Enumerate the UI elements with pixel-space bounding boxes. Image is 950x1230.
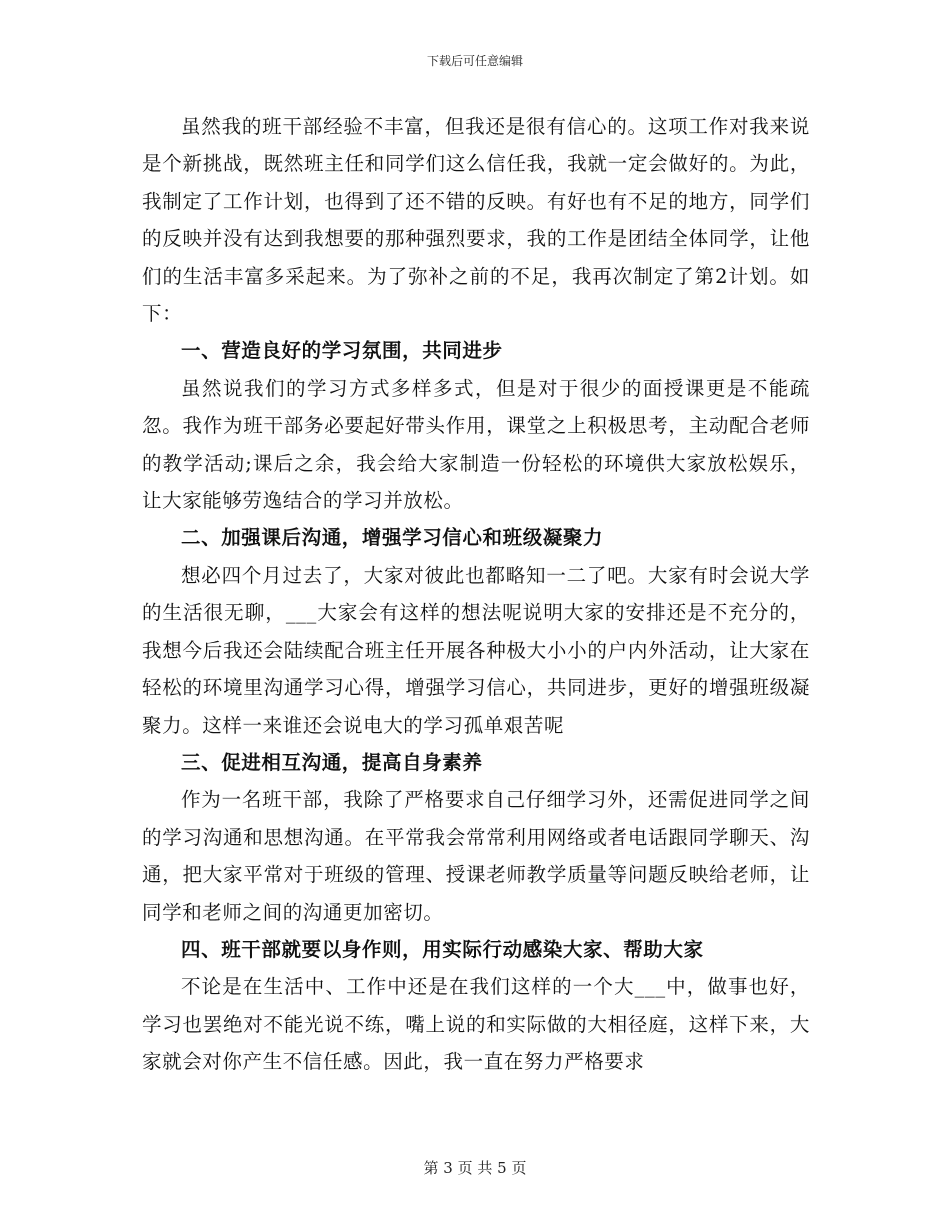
section-heading-1: 一、营造良好的学习氛围，共同进步 — [181, 339, 503, 363]
paragraph-section-1: 虽然说我们的学习方式多样多式，但是对于很少的面授课更是不能疏忽。我作为班干部务必要起好带头作用，课堂之上积极思考，主动配合老师的教学活动;课后之余，我会给大家制造一份轻松的环境供大家放松娱乐，让大家能够劳逸结合的学习并放松。 — [142, 376, 810, 513]
paragraph-section-4: 不论是在生活中、工作中还是在我们这样的一个大___中，做事也好，学习也罢绝对不能光说不练，嘴上说的和实际做的大相径庭，这样下来，大家就会对你产生不信任感。因此，我一直在努力严格要求 — [142, 975, 810, 1074]
page-header: 下载后可任意编辑 — [426, 54, 523, 68]
paragraph-section-3: 作为一名班干部，我除了严格要求自己仔细学习外，还需促进同学之间的学习沟通和思想沟通。在平常我会常常利用网络或者电话跟同学聊天、沟通，把大家平常对于班级的管理、授课老师教学质量等问题反映给老师，让同学和老师之间的沟通更加密切。 — [142, 788, 810, 924]
section-heading-4: 四、班干部就要以身作则，用实际行动感染大家、帮助大家 — [181, 937, 704, 961]
section-heading-3: 三、促进相互沟通，提高自身素养 — [181, 750, 483, 774]
document-body — [142, 108, 810, 1081]
paragraph-intro: 虽然我的班干部经验不丰富，但我还是很有信心的。这项工作对我来说是个新挑战，既然班主任和同学们这么信任我，我就一定会做好的。为此，我制定了工作计划，也得到了还不错的反映。有好也有不足的地方，同学们的反映并没有达到我想要的那种强烈要求，我的工作是团结全体同学，让他们的生活丰富多采起来。为了弥补之前的不足，我再次制定了第2计划。如下： — [142, 115, 810, 326]
section-heading-2: 二、加强课后沟通，增强学习信心和班级凝聚力 — [181, 526, 604, 550]
paragraph-section-2: 想必四个月过去了，大家对彼此也都略知一二了吧。大家有时会说大学的生活很无聊，___大家会有这样的想法呢说明大家的安排还是不充分的，我想今后我还会陆续配合班主任开展各种极大小小的户内外活动，让大家在轻松的环境里沟通学习心得，增强学习信心，共同进步，更好的增强班级凝聚力。这样一来谁还会说电大的学习孤单艰苦呢 — [142, 563, 810, 737]
page-number: 第 3 页 共 5 页 — [423, 1159, 527, 1177]
